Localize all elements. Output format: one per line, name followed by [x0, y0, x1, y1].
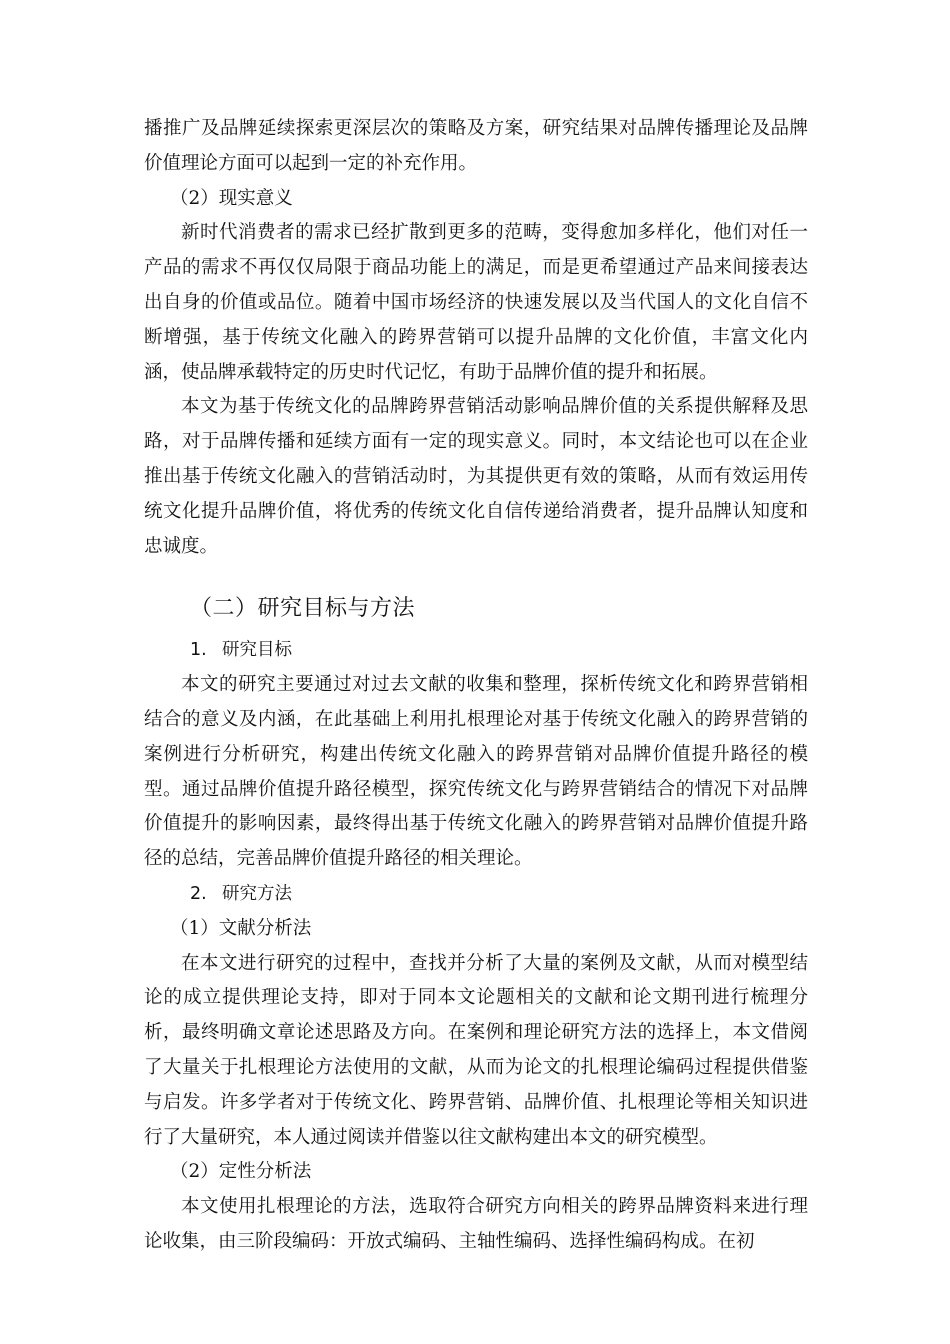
heading-label: 研究方法: [222, 883, 292, 904]
heading-number: 1.: [190, 640, 207, 661]
heading-label: 研究目标: [222, 640, 292, 661]
paragraph-theory-significance-end: 播推广及品牌延续探索更深层次的策略及方案，研究结果对品牌传播理论及品牌价值理论方面可以起到一定的补充作用。: [144, 118, 808, 174]
heading-number: 2.: [190, 883, 207, 904]
subheading-literature-analysis: （1）文献分析法: [170, 917, 312, 939]
paragraph-literature-analysis: 在本文进行研究的过程中，查找并分析了大量的案例及文献，从而对模型结论的成立提供理论支持，即对于同本文论题相关的文献和论文期刊进行梳理分析，最终明确文章论述思路及方向。在案例和理论研究方法的选择上，本文借阅了大量关于扎根理论方法使用的文献，从而为论文的扎根理论编码过程提供借鉴与启发。许多学者对于传统文化、跨界营销、品牌价值、扎根理论等相关知识进行了大量研究，本人通过阅读并借鉴以往文献构建出本文的研究模型。: [144, 952, 808, 1148]
heading-research-goal: [144, 633, 808, 668]
paragraph-qualitative-analysis: 本文使用扎根理论的方法，选取符合研究方向相关的跨界品牌资料来进行理论收集，由三阶段编码：开放式编码、主轴性编码、选择性编码构成。在初: [144, 1196, 808, 1252]
paragraph-research-goal: 本文的研究主要通过对过去文献的收集和整理，探析传统文化和跨界营销相结合的意义及内涵，在此基础上利用扎根理论对基于传统文化融入的跨界营销的案例进行分析研究，构建出传统文化融入的跨界营销对品牌价值提升路径的模型。通过品牌价值提升路径模型，探究传统文化与跨界营销结合的情况下对品牌价值提升的影响因素，最终得出基于传统文化融入的跨界营销对品牌价值提升路径的总结，完善品牌价值提升路径的相关理论。: [144, 674, 808, 870]
document-page: [144, 112, 808, 1260]
section-title-goals-methods: （二）研究目标与方法: [190, 596, 416, 622]
heading-research-method: [144, 877, 808, 912]
paragraph-consumer-needs: 新时代消费者的需求已经扩散到更多的范畴，变得愈加多样化，他们对任一产品的需求不再仅仅局限于商品功能上的满足，而是更希望通过产品来间接表达出自身的价值或品位。随着中国市场经济的快速发展以及当代国人的文化自信不断增强，基于传统文化融入的跨界营销可以提升品牌的文化价值，丰富文化内涵，使品牌承载特定的历史时代记忆，有助于品牌价值的提升和拓展。: [144, 222, 808, 383]
subheading-practical-significance: （2）现实意义: [170, 187, 293, 209]
paragraph-practical-meaning: 本文为基于传统文化的品牌跨界营销活动影响品牌价值的关系提供解释及思路，对于品牌传播和延续方面有一定的现实意义。同时，本文结论也可以在企业推出基于传统文化融入的营销活动时，为其提供更有效的策略，从而有效运用传统文化提升品牌价值，将优秀的传统文化自信传递给消费者，提升品牌认知度和忠诚度。: [144, 396, 808, 557]
subheading-qualitative-analysis: （2）定性分析法: [170, 1161, 312, 1183]
